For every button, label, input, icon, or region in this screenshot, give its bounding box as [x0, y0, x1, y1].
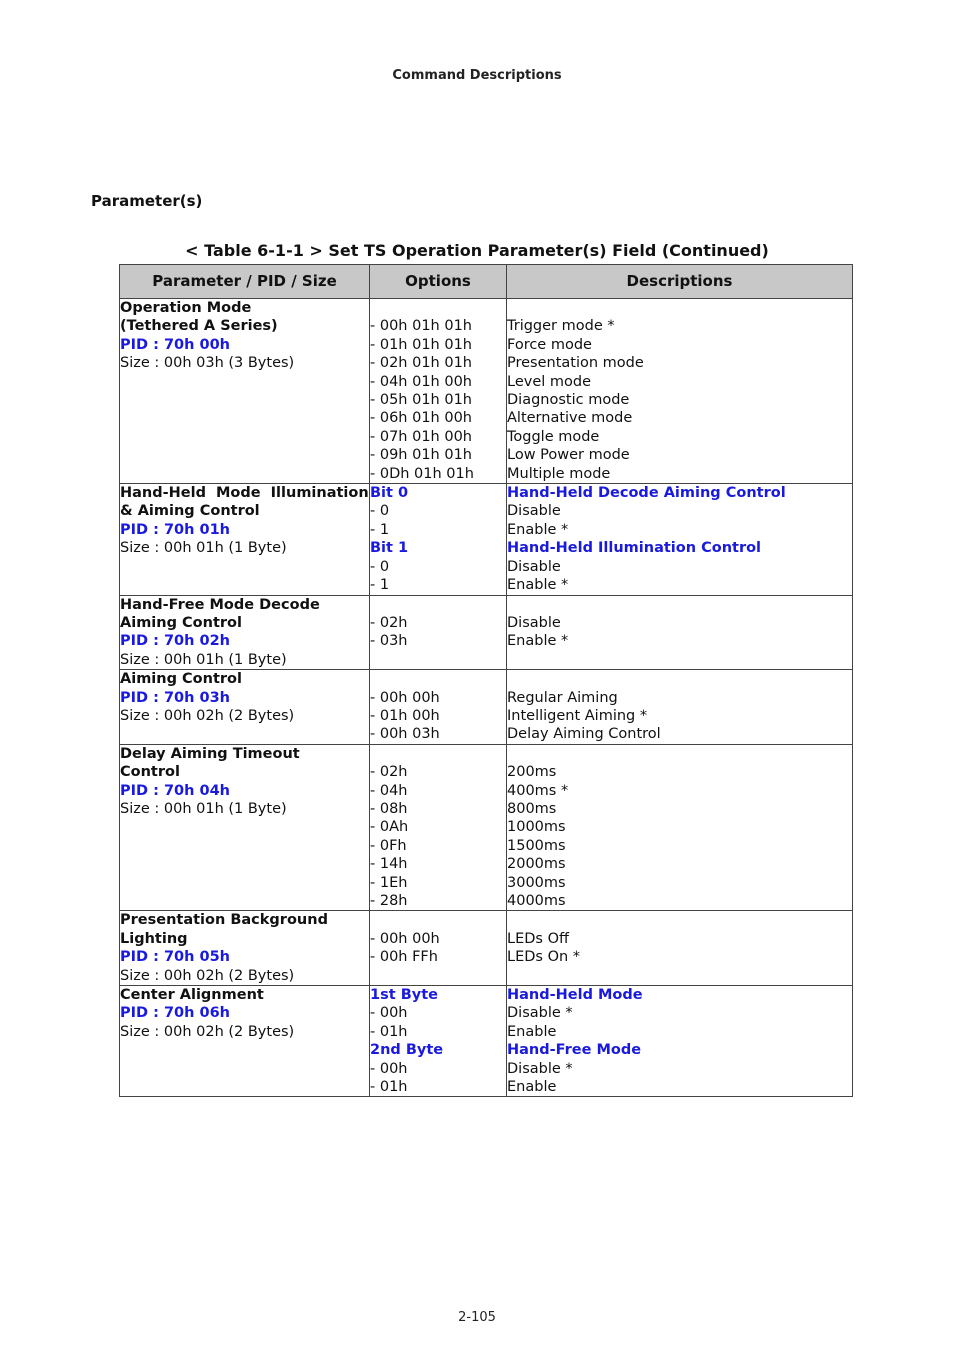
param-line: Operation Mode — [120, 300, 252, 316]
descriptions-line: Level mode — [507, 373, 592, 390]
descriptions-line: Disable — [507, 558, 561, 575]
descriptions-line: Intelligent Aiming * — [507, 707, 648, 724]
options-cell — [370, 986, 507, 1097]
descriptions-line: Enable — [507, 1079, 557, 1096]
options-line: - 28h — [370, 893, 408, 909]
options-line: - 0 — [370, 503, 390, 520]
descriptions-line: Hand-Held Decode Aiming Control — [507, 485, 786, 502]
options-line: - 04h 01h 00h — [370, 373, 472, 390]
param-line: Delay Aiming Timeout — [120, 745, 300, 762]
options-line: - 00h FFh — [370, 949, 438, 966]
descriptions-line: Force mode — [507, 336, 592, 353]
descriptions-cell — [507, 986, 853, 1097]
options-cell — [370, 299, 507, 484]
options-line: - 1Eh — [370, 874, 408, 891]
options-line — [370, 596, 506, 614]
param-line: (Tethered A Series) — [120, 318, 278, 335]
options-line: - 0Ah — [370, 819, 409, 836]
param-line: PID : 70h 01h — [120, 521, 231, 538]
options-line: 1st Byte — [370, 987, 438, 1004]
descriptions-cell — [507, 744, 853, 911]
parameter-cell — [120, 744, 370, 911]
param-line: Aiming Control — [120, 671, 242, 688]
options-line: - 09h 01h 01h — [370, 447, 472, 464]
options-line: - 01h 00h — [370, 707, 440, 724]
parameter-cell — [120, 595, 370, 670]
param-line: Lighting — [120, 930, 188, 947]
table-body — [120, 299, 853, 1097]
descriptions-line: 4000ms — [507, 893, 566, 909]
descriptions-cell — [507, 484, 853, 595]
param-line: Hand-Free Mode Decode — [120, 596, 320, 613]
table-row — [120, 911, 853, 986]
options-line: - 02h — [370, 764, 408, 781]
options-line: - 00h 03h — [370, 726, 440, 743]
param-line: Size : 00h 02h (2 Bytes) — [120, 967, 295, 984]
options-cell — [370, 744, 507, 911]
descriptions-line — [507, 596, 852, 614]
param-line: PID : 70h 06h — [120, 1005, 231, 1022]
options-cell — [370, 911, 507, 986]
descriptions-line: 1000ms — [507, 819, 566, 836]
descriptions-line: Disable * — [507, 1060, 573, 1077]
options-line — [370, 670, 506, 688]
param-line: PID : 70h 02h — [120, 633, 231, 650]
descriptions-line: 2000ms — [507, 856, 566, 873]
options-cell — [370, 595, 507, 670]
parameter-cell — [120, 986, 370, 1097]
descriptions-line: Multiple mode — [507, 465, 611, 482]
table-row — [120, 595, 853, 670]
table-row — [120, 986, 853, 1097]
descriptions-line: 200ms — [507, 764, 557, 781]
options-line — [370, 911, 506, 929]
param-line: & Aiming Control — [120, 503, 260, 520]
param-line: Hand-Held Mode Illumination — [120, 485, 369, 502]
table-header-row — [120, 265, 853, 299]
descriptions-line: Hand-Held Mode — [507, 987, 643, 1004]
options-line: - 04h — [370, 782, 408, 799]
param-line: PID : 70h 03h — [120, 689, 231, 706]
descriptions-line: 400ms * — [507, 782, 569, 799]
descriptions-line — [507, 745, 852, 763]
descriptions-line: LEDs Off — [507, 930, 569, 947]
descriptions-line: 800ms — [507, 800, 557, 817]
descriptions-line: Hand-Held Illumination Control — [507, 540, 762, 557]
header-options: Options — [370, 265, 507, 299]
parameter-cell — [120, 911, 370, 986]
parameter-cell — [120, 670, 370, 745]
options-line: - 01h — [370, 1023, 408, 1040]
descriptions-cell — [507, 299, 853, 484]
descriptions-line: Diagnostic mode — [507, 392, 630, 409]
header-descriptions: Descriptions — [507, 265, 853, 299]
descriptions-line — [507, 299, 852, 317]
param-line: Control — [120, 764, 180, 781]
descriptions-cell — [507, 911, 853, 986]
table-caption: < Table 6-1-1 > Set TS Operation Parameter(s) Field (Continued) — [185, 241, 769, 260]
options-line: - 06h 01h 00h — [370, 410, 472, 427]
param-line: Aiming Control — [120, 614, 242, 631]
options-line: - 00h 00h — [370, 689, 440, 706]
descriptions-line: 3000ms — [507, 874, 566, 891]
param-line: Presentation Background — [120, 912, 328, 929]
param-line: PID : 70h 05h — [120, 949, 231, 966]
options-line: - 08h — [370, 800, 408, 817]
param-line: PID : 70h 04h — [120, 782, 231, 799]
options-line — [370, 299, 506, 317]
table-row — [120, 744, 853, 911]
descriptions-line: Alternative mode — [507, 410, 633, 427]
descriptions-line: 1500ms — [507, 837, 566, 854]
descriptions-line — [507, 670, 852, 688]
parameter-cell — [120, 484, 370, 595]
table-row — [120, 484, 853, 595]
options-line: - 1 — [370, 521, 390, 538]
options-cell — [370, 670, 507, 745]
descriptions-line: LEDs On * — [507, 949, 581, 966]
param-line: Center Alignment — [120, 987, 264, 1004]
section-title: Parameter(s) — [91, 192, 203, 210]
options-line — [370, 745, 506, 763]
param-line: Size : 00h 03h (3 Bytes) — [120, 355, 295, 372]
running-header: Command Descriptions — [392, 68, 562, 83]
descriptions-line: Enable * — [507, 521, 569, 538]
descriptions-line: Presentation mode — [507, 355, 644, 372]
header-parameter: Parameter / PID / Size — [120, 265, 370, 299]
descriptions-line: Regular Aiming — [507, 689, 618, 706]
table-row — [120, 299, 853, 484]
options-line: - 0Fh — [370, 837, 407, 854]
descriptions-line: Enable * — [507, 577, 569, 594]
parameter-cell — [120, 299, 370, 484]
options-line: - 02h — [370, 614, 408, 631]
parameters-table — [119, 264, 853, 1097]
options-line: - 00h 00h — [370, 930, 440, 947]
descriptions-line: Disable — [507, 503, 561, 520]
options-line: - 00h — [370, 1060, 408, 1077]
descriptions-line: Hand-Free Mode — [507, 1042, 642, 1059]
param-line: Size : 00h 01h (1 Byte) — [120, 540, 287, 557]
options-line: - 03h — [370, 633, 408, 650]
options-line: - 00h 01h 01h — [370, 318, 472, 335]
page-number: 2-105 — [458, 1310, 496, 1325]
options-line: - 07h 01h 00h — [370, 428, 472, 445]
descriptions-cell — [507, 595, 853, 670]
descriptions-line: Trigger mode * — [507, 318, 615, 335]
param-line: PID : 70h 00h — [120, 336, 231, 353]
descriptions-line: Disable — [507, 614, 561, 631]
descriptions-line: Disable * — [507, 1005, 573, 1022]
options-line: - 0Dh 01h 01h — [370, 465, 474, 482]
options-line: - 0 — [370, 558, 390, 575]
descriptions-line: Delay Aiming Control — [507, 726, 661, 743]
param-line: Size : 00h 02h (2 Bytes) — [120, 1023, 295, 1040]
options-line: 2nd Byte — [370, 1042, 444, 1059]
options-line: - 00h — [370, 1005, 408, 1022]
options-line: - 05h 01h 01h — [370, 392, 472, 409]
options-line: Bit 0 — [370, 485, 409, 502]
options-line: - 01h — [370, 1079, 408, 1096]
options-line: - 01h 01h 01h — [370, 336, 472, 353]
options-line: - 14h — [370, 856, 408, 873]
descriptions-cell — [507, 670, 853, 745]
table-row — [120, 670, 853, 745]
options-line: - 02h 01h 01h — [370, 355, 472, 372]
descriptions-line: Enable — [507, 1023, 557, 1040]
options-line: Bit 1 — [370, 540, 409, 557]
descriptions-line — [507, 911, 852, 929]
descriptions-line: Toggle mode — [507, 428, 600, 445]
descriptions-line: Low Power mode — [507, 447, 630, 464]
descriptions-line: Enable * — [507, 633, 569, 650]
param-line: Size : 00h 02h (2 Bytes) — [120, 707, 295, 724]
options-line: - 1 — [370, 577, 390, 594]
options-cell — [370, 484, 507, 595]
param-line: Size : 00h 01h (1 Byte) — [120, 651, 287, 668]
param-line: Size : 00h 01h (1 Byte) — [120, 800, 287, 817]
